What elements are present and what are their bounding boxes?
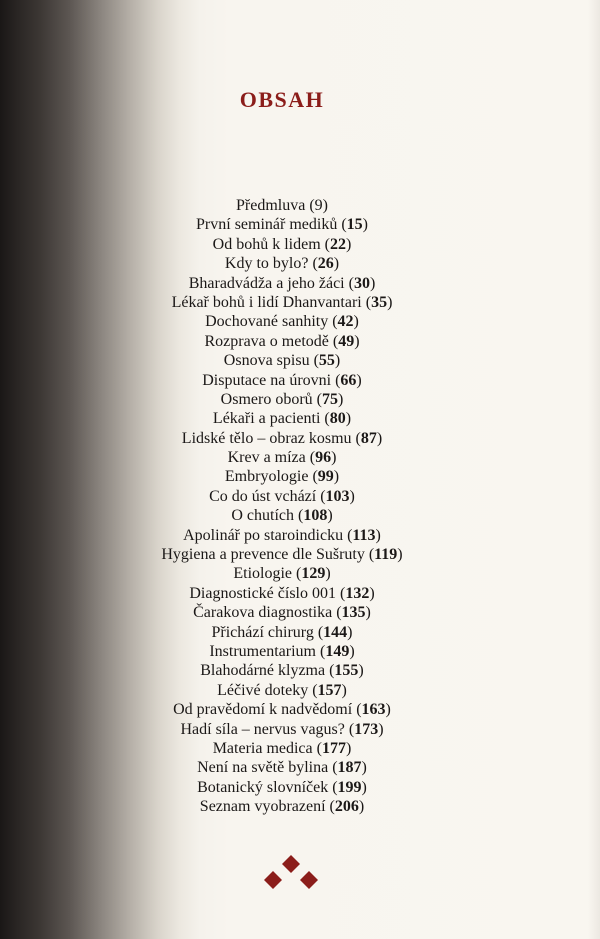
toc-entry: Krev a míza (96) [227, 449, 337, 467]
toc-entry: Kdy to bylo? (26) [224, 255, 340, 273]
toc-entry: Předmluva (9) [236, 197, 328, 214]
toc-entry-page-number: 173 [354, 720, 379, 738]
toc-entry: Osnova spisu (55) [223, 352, 341, 370]
toc-entry: Botanický slovníček (199) [197, 778, 367, 796]
toc-entry: Hygiena a prevence dle Sušruty (119) [161, 546, 403, 564]
toc-entry-title: Seznam vyobrazení [199, 798, 326, 816]
toc-entry-page-number: 206 [334, 798, 359, 816]
toc-entry-page-number: 113 [352, 526, 376, 544]
toc-entry: Seznam vyobrazení (206) [199, 798, 365, 816]
toc-entry-title: Materia medica [212, 739, 313, 757]
four-diamond-ornament-icon [261, 853, 321, 897]
toc-entry-page-number: 187 [337, 759, 362, 777]
toc-entry: Diagnostické číslo 001 (132) [189, 584, 375, 602]
toc-entry-page-number: 129 [301, 565, 326, 583]
page-title: OBSAH [239, 86, 325, 112]
toc-entry-page-number: 22 [330, 235, 346, 253]
toc-entry: Přichází chirurg (144) [211, 623, 353, 641]
toc-entry-page-number: 99 [317, 468, 334, 486]
toc-entry-title: Botanický slovníček [197, 778, 329, 796]
ornament-diamond-right [300, 871, 318, 889]
toc-entry-page-number: 135 [341, 604, 366, 622]
toc-entry-title: Lékaři a pacienti [212, 410, 321, 428]
toc-entry-page-number: 155 [334, 662, 359, 680]
toc-entry: Apolinář po staroindicku (113) [183, 526, 381, 544]
toc-entry-page-number: 30 [353, 274, 370, 292]
toc-entry-page-number: 96 [315, 449, 332, 467]
toc-entry-title: Osmero oborů [220, 390, 313, 408]
toc-entry-title: Od pravědomí k nadvědomí [173, 701, 353, 719]
toc-entry-page-number: 26 [317, 255, 334, 273]
toc-entry-title: Čarakova diagnostika [193, 604, 333, 622]
toc-entry-title: O chutích [231, 507, 294, 525]
toc-entry: Od bohů k lidem (22) [212, 235, 352, 253]
toc-entry: Instrumentarium (149) [209, 642, 355, 660]
toc-entry-title: Kdy to bylo? [224, 255, 309, 273]
toc-entry-title: Co do úst vchází [209, 487, 317, 505]
ornament-diamond-top [282, 855, 300, 873]
toc-entry-page-number: 144 [323, 623, 348, 641]
toc-entry-title: První seminář mediků [196, 216, 338, 234]
toc-entry-title: Od bohů k lidem [212, 235, 321, 253]
toc-entry-page-number: 49 [338, 332, 355, 350]
toc-entry-page-number: 35 [371, 293, 388, 311]
toc-entry-page-number: 75 [321, 390, 338, 408]
toc-entry-page-number: 157 [317, 681, 342, 699]
toc-entry-page-number: 132 [345, 584, 370, 602]
toc-entry-title: Dochované sanhity [205, 313, 329, 331]
toc-entry: První seminář mediků (15) [196, 216, 368, 234]
toc-entry: Etiologie (129) [233, 565, 331, 583]
toc-entry-title: Bharadvádža a jeho žáci [188, 274, 345, 292]
toc-entry: Léčivé doteky (157) [217, 681, 347, 699]
toc-entry-page-number: 149 [325, 642, 350, 660]
toc-entry-title: Rozprava o metodě [204, 332, 329, 350]
toc-entry-title: Disputace na úrovni [202, 371, 332, 389]
toc-entry: Hadí síla – nervus vagus? (173) [180, 720, 384, 738]
toc-entry-title: Lidské tělo – obraz kosmu [181, 429, 352, 447]
toc-entry-page-number: 80 [329, 410, 346, 428]
table-of-contents [0, 196, 564, 817]
toc-entry-page-number: 9 [314, 197, 323, 214]
toc-entry-title: Etiologie [233, 565, 292, 583]
toc-entry-page-number: 108 [303, 507, 328, 525]
toc-entry: Lékař bohů i lidí Dhanvantari (35) [171, 293, 393, 311]
toc-entry-page-number: 163 [361, 701, 386, 719]
toc-entry: Rozprava o metodě (49) [204, 332, 360, 350]
toc-entry: Embryologie (99) [224, 468, 340, 486]
toc-entry-page-number: 55 [318, 352, 335, 370]
toc-entry-page-number: 66 [340, 371, 357, 389]
toc-entry-page-number: 199 [337, 778, 362, 796]
toc-entry-title: Instrumentarium [209, 642, 316, 660]
toc-entry: Lidské tělo – obraz kosmu (87) [181, 429, 383, 447]
toc-entry: Čarakova diagnostika (135) [193, 604, 371, 622]
toc-entry-title: Embryologie [224, 468, 309, 486]
ornament-diamond-left [264, 871, 282, 889]
toc-entry-title: Není na světě bylina [197, 759, 329, 777]
toc-entry: O chutích (108) [231, 507, 333, 525]
toc-entry-page-number: 177 [321, 739, 346, 757]
toc-entry-title: Léčivé doteky [217, 681, 309, 699]
toc-entry-title: Osnova spisu [223, 352, 310, 370]
toc-entry-page-number: 42 [337, 313, 354, 331]
toc-entry-title: Lékař bohů i lidí Dhanvantari [171, 293, 362, 311]
toc-entry-title: Předmluva [236, 197, 306, 214]
toc-entry: Není na světě bylina (187) [197, 759, 367, 777]
toc-entry: Disputace na úrovni (66) [202, 371, 362, 389]
toc-entry-page-number: 119 [374, 546, 398, 564]
toc-entry: Co do úst vchází (103) [209, 487, 355, 505]
toc-entry: Bharadvádža a jeho žáci (30) [188, 274, 376, 292]
toc-entry: Dochované sanhity (42) [205, 313, 359, 331]
toc-entry: Osmero oborů (75) [220, 390, 344, 408]
toc-entry-page-number: 103 [325, 487, 350, 505]
toc-entry: Od pravědomí k nadvědomí (163) [173, 701, 391, 719]
toc-entry-title: Hygiena a prevence dle Sušruty [161, 546, 365, 564]
toc-entry-title: Apolinář po staroindicku [183, 526, 344, 544]
toc-entry: Lékaři a pacienti (80) [212, 410, 352, 428]
toc-entry-title: Blahodárné klyzma [200, 662, 326, 680]
toc-entry: Blahodárné klyzma (155) [200, 662, 364, 680]
toc-entry-title: Přichází chirurg [211, 623, 314, 641]
toc-entry: Materia medica (177) [212, 739, 352, 757]
toc-entry-page-number: 15 [346, 216, 363, 234]
toc-entry-title: Diagnostické číslo 001 [189, 584, 336, 602]
toc-entry-title: Hadí síla – nervus vagus? [180, 720, 345, 738]
toc-entry-title: Krev a míza [227, 449, 306, 467]
toc-entry-page-number: 87 [360, 429, 377, 447]
